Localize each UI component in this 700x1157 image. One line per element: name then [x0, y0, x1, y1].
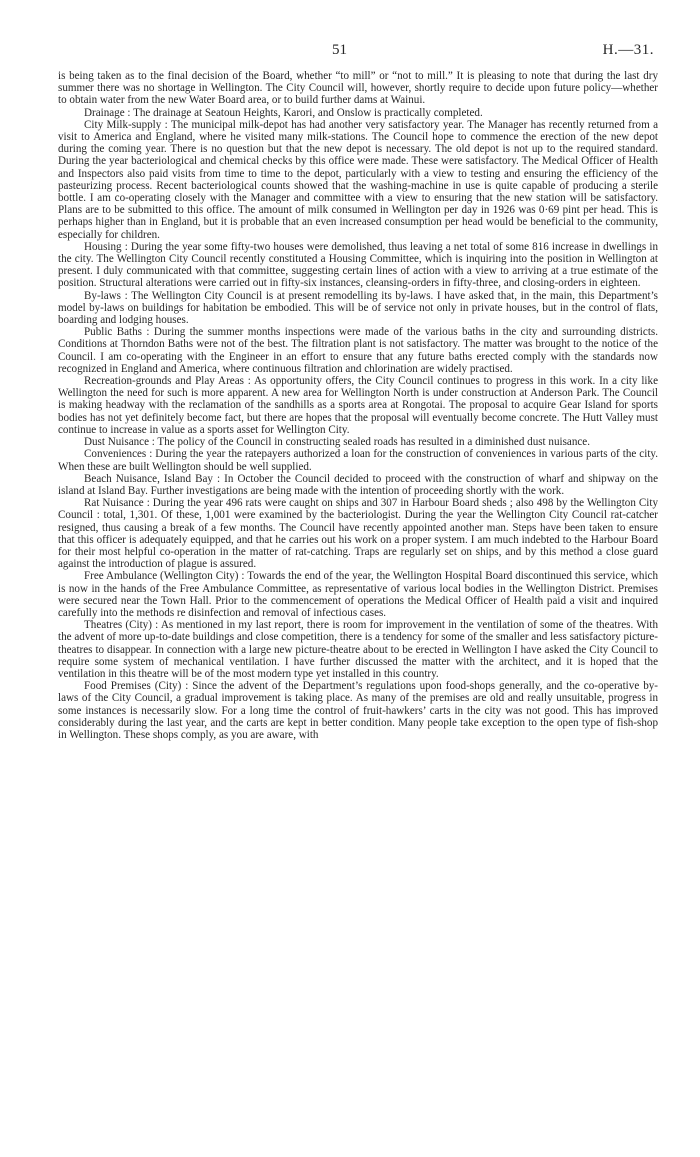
paragraph-theatres: Theatres (City) : As mentioned in my last report, there is room for improvement in the ventilation of some of the theatres. With the advent of more up-to-date buildings and close competition, there is a tendency for some of the smaller and less satisfactory picture-theatres to disappear. In connection with a large new picture-theatre about to be erected in Wellington I have asked the City Council to require some system of mechanical ventilation. I have further discussed the matter with the architect, and it is hoped that the ventilation in this theatre will be of the most modern type yet installed in this country. — [58, 619, 658, 680]
report-body — [58, 70, 658, 741]
paragraph-housing: Housing : During the year some fifty-two houses were demolished, thus leaving a net total of some 816 increase in dwellings in the city. The Wellington City Council recently constituted a Housing Committee, which is inquiring into the position in Wellington at present. I duly communicated with that committee, suggesting certain lines of action with a view to arriving at a true estimate of the position. Structural alterations were carried out in fifty-six instances, cleansing-orders in fifty-three, and closing-orders in eighteen. — [58, 240, 658, 290]
paragraph-public-baths: Public Baths : During the summer months inspections were made of the various baths in the city and surrounding districts. Conditions at Thorndon Baths were not of the best. The filtration plant is not satisfactory. The matter was brought to the notice of the Council. I am co-operating with the Engineer in an effort to ensure that any future baths erected comply with the standards now recognized in England and America, where continuous filtration and chlorination are widely practised. — [58, 326, 658, 375]
page-header — [0, 42, 700, 62]
page-number: 51 — [332, 42, 347, 58]
paragraph-dust-nuisance: Dust Nuisance : The policy of the Council in constructing sealed roads has resulted in a diminished dust nuisance. — [84, 436, 590, 449]
paragraph-food-premises: Food Premises (City) : Since the advent of the Department’s regulations upon food-shops generally, and the co-operative by-laws of the City Council, a gradual improvement is taking place. As many of the premises are old and really unsuitable, progress in some instances is necessarily slow. For a long time the control of fruit-hawkers’ carts in the city was not good. This has improved considerably during the last year, and the carts are kept in better condition. Many people take exception to the open type of fish-shop in Wellington. These shops comply, as you are aware, with — [58, 680, 658, 741]
paragraph-milk-supply: City Milk-supply : The municipal milk-depot has had another very satisfactory year. The Manager has recently returned from a visit to America and England, where he visited many milk-stations. The Council hope to commence the erection of the new depot during the coming year. There is no question but that the new depot is necessary. The old depot is not up to the required standard. During the year bacteriological and chemical checks by this office were made. These were satisfactory. The Medical Officer of Health and Inspectors also paid visits from time to time to the depot, particularly with a view to testing and ensuring the efficiency of the pasteurizing process. Recent bacteriological counts showed that the washing-machine in use is quite capable of producing a sterile bottle. I am co-operating closely with the Manager and committee with a view to ensuring that the new station will be satisfactory. Plans are to be submitted to this office. The amount of milk consumed in Wellington per day in 1926 was 0·69 pint per head. This is perhaps higher than in England, but it is probable that an even increased consumption per head would be beneficial to the community, especially for children. — [58, 118, 658, 241]
paragraph-drainage: Drainage : The drainage at Seatoun Heights, Karori, and Onslow is practically completed. — [84, 106, 483, 119]
paragraph-conveniences: Conveniences : During the year the ratepayers authorized a loan for the construction of conveniences in various parts of the city. When these are built Wellington should be well supplied. — [58, 448, 658, 473]
paragraph-recreation-grounds: Recreation-grounds and Play Areas : As opportunity offers, the City Council continues to progress in this work. In a city like Wellington the need for such is more apparent. A new area for Wellington North is under construction at Anderson Park. The Council is making headway with the reclamation of the sandhills as a sports area at Rongotai. The proposal to acquire Gear Island for sports bodies has not yet definitely become fact, but there are hopes that the proposal will eventually become concrete. The Hutt Valley must continue to increase in value as a sports asset for Wellington City. — [58, 375, 658, 436]
paragraph-free-ambulance: Free Ambulance (Wellington City) : Towards the end of the year, the Wellington Hospital Board discontinued this service, which is now in the hands of the Free Ambulance Committee, as representative of various local bodies in the Wellington District. Premises were secured near the Town Hall. Prior to the commencement of operations the Medical Officer of Health paid a visit and inquired carefully into the methods re disinfection and removal of infectious cases. — [58, 570, 658, 619]
paragraph-by-laws: By-laws : The Wellington City Council is at present remodelling its by-laws. I have asked that, in the main, this Department’s model by-laws on buildings for habitation be embodied. This will be of service not only in private houses, but in the control of flats, boarding and lodging houses. — [58, 289, 658, 327]
paragraph-rat-nuisance: Rat Nuisance : During the year 496 rats were caught on ships and 307 in Harbour Board sheds ; also 498 by the Wellington City Council : total, 1,301. Of these, 1,001 were examined by the bacteriologist. During the year the Wellington City Council rat-catcher resigned, thus causing a break of a few months. The Council have recently appointed another man. Steps have been taken to ensure that this officer is adequately equipped, and that he carries out his work on a proper system. I am much indebted to the Harbour Board for their most helpful co-operation in the matter of rat-catching. Traps are regularly set on ships, and by this method a close guard against the introduction of plague is assured. — [58, 497, 658, 571]
paragraph-water-supply-continued: is being taken as to the final decision of the Board, whether “to mill” or “not to mill.” It is pleasing to note that during the last dry summer there was no shortage in Wellington. The City Council will, however, shortly require to decide upon future policy—whether to obtain water from the new Water Board area, or to build further dams at Wainui. — [58, 70, 658, 107]
paragraph-beach-nuisance: Beach Nuisance, Island Bay : In October the Council decided to proceed with the construction of wharf and shipway on the island at Island Bay. Further investigations are being made with the intention of proceeding shortly with the work. — [58, 472, 658, 497]
document-reference: H.—31. — [602, 42, 654, 58]
